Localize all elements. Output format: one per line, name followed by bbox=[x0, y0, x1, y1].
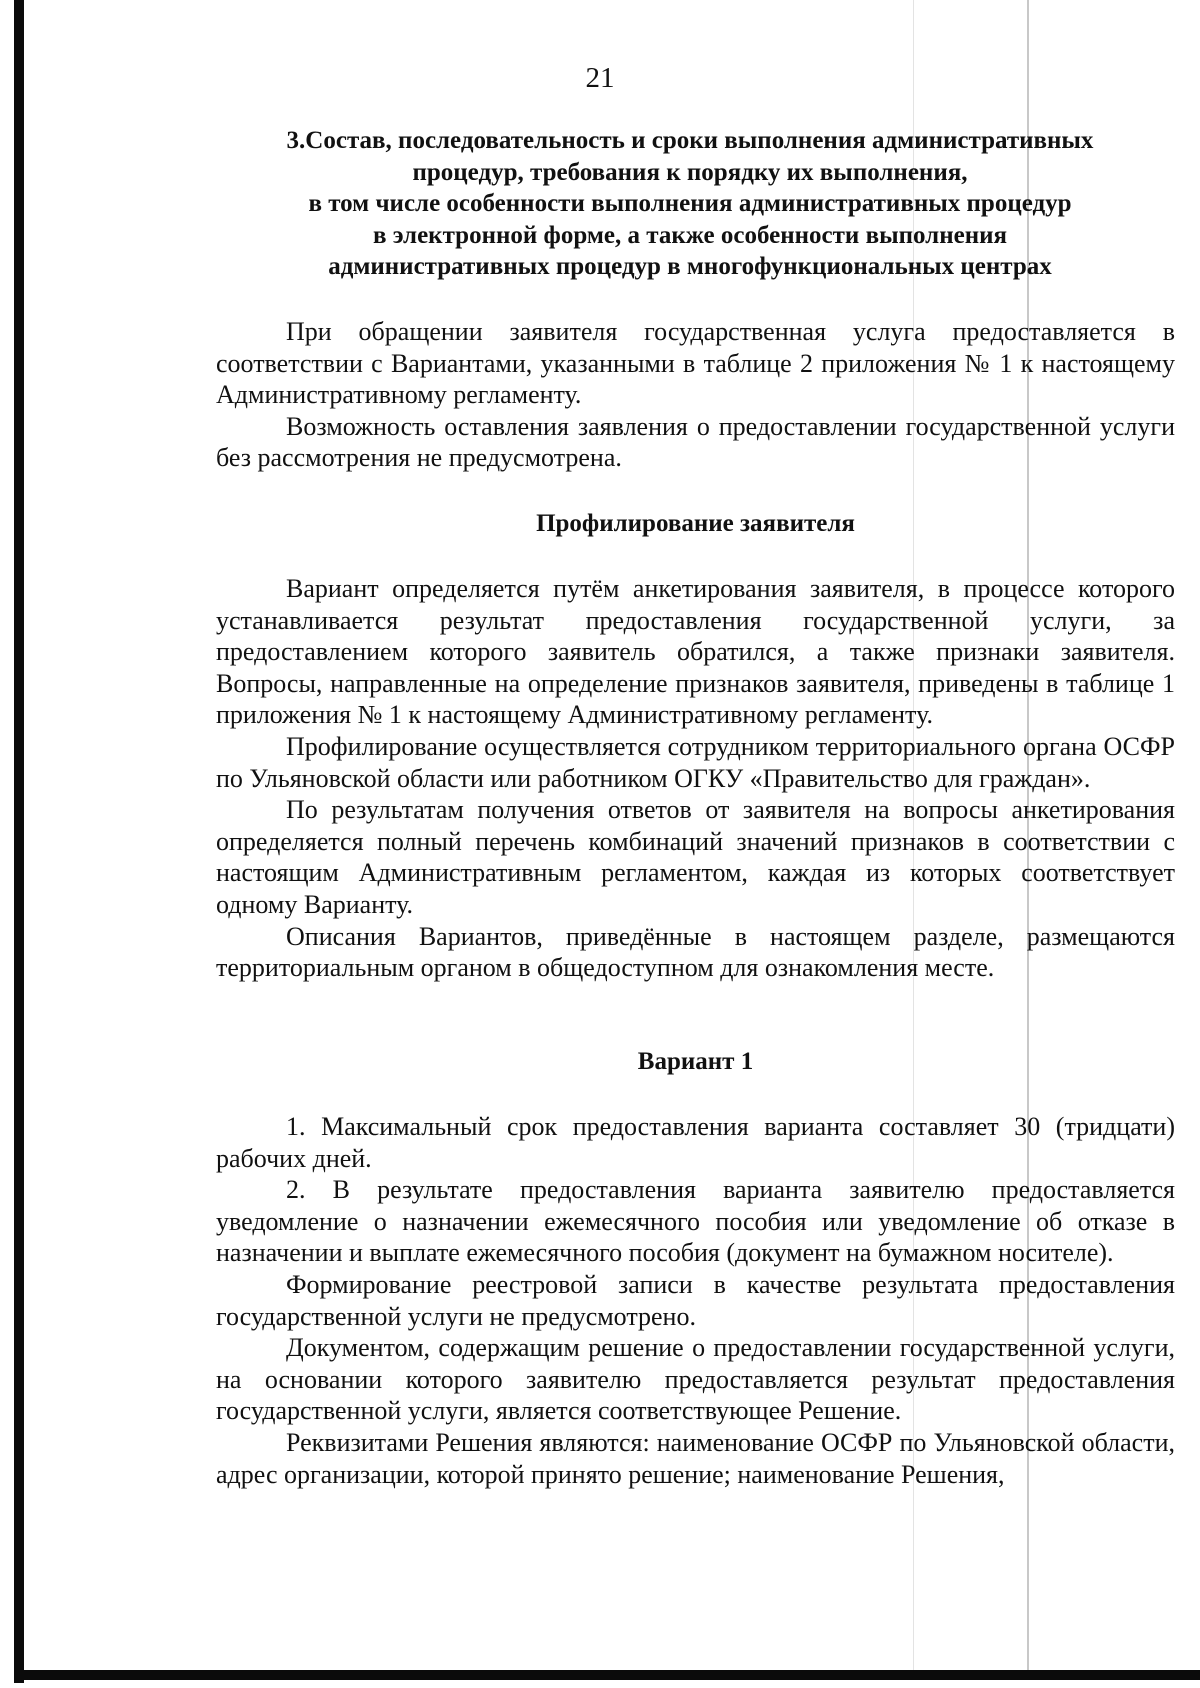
section-heading bbox=[190, 125, 1190, 283]
variant1-paragraph: Документом, содержащим решение о предоставлении государственной услуги, на основании которого заявителю предоставляется результат предоставления государственной услуги, является соответствующее Решение. bbox=[216, 1333, 1175, 1426]
variant1-paragraph: Реквизитами Решения являются: наименование ОСФР по Ульяновской области, адрес организации, которой принято решение; наименование Решения, bbox=[216, 1427, 1175, 1489]
variant1-paragraph: 1. Максимальный срок предоставления варианта составляет 30 (тридцати) рабочих дней. bbox=[216, 1112, 1175, 1173]
scan-border-bottom bbox=[14, 1670, 1200, 1680]
profiling-block bbox=[216, 573, 1175, 984]
section-heading-line: 3.Состав, последовательность и сроки выполнения административных bbox=[286, 127, 1094, 154]
profiling-paragraph: Описания Вариантов, приведённые в настоящем разделе, размещаются территориальным органом в общедоступном для ознакомления месте. bbox=[216, 921, 1175, 983]
intro-paragraph: При обращении заявителя государственная услуга предоставляется в соответствии с Вариантами, указанными в таблице 2 приложения № 1 к настоящему Административному регламенту. bbox=[216, 317, 1175, 410]
intro-block bbox=[216, 316, 1175, 474]
intro-paragraph: Возможность оставления заявления о предоставлении государственной услуги без рассмотрения не предусмотрена. bbox=[216, 411, 1175, 473]
section-heading-line: в электронной форме, а также особенности выполнения bbox=[372, 221, 1008, 249]
section-heading-line: в том числе особенности выполнения административных процедур bbox=[308, 190, 1072, 217]
page-number: 21 bbox=[585, 62, 615, 94]
variant1-paragraph: 2. В результате предоставления варианта заявителю предоставляется уведомление о назначении ежемесячного пособия или уведомление об отказе в назначении и выплате ежемесячного пособия (документ на бумажном носителе). bbox=[216, 1175, 1175, 1268]
profiling-paragraph: По результатам получения ответов от заявителя на вопросы анкетирования определяется полный перечень комбинаций значений признаков в соответствии с настоящим Административным регламентом, каждая из которых соответствует одному Варианту. bbox=[216, 795, 1175, 919]
scan-border-left bbox=[14, 0, 24, 1683]
profiling-paragraph: Вариант определяется путём анкетирования заявителя, в процессе которого устанавливается результат предоставления государственной услуги, за предоставлением которого заявитель обратился, а также признаки заявителя. Вопросы, направленные на определение признаков заявителя, приведены в таблице 1 приложения № 1 к настоящему Административному регламенту. bbox=[216, 574, 1175, 730]
variant1-heading: Вариант 1 bbox=[637, 1048, 754, 1075]
section-heading-line: процедур, требования к порядку их выполнения, bbox=[412, 158, 968, 186]
profiling-heading: Профилирование заявителя bbox=[536, 510, 855, 537]
variant1-block bbox=[216, 1111, 1175, 1490]
profiling-paragraph: Профилирование осуществляется сотрудником территориального органа ОСФР по Ульяновской области или работником ОГКУ «Правительство для граждан». bbox=[216, 731, 1175, 793]
variant1-paragraph: Формирование реестровой записи в качестве результата предоставления государственной услуги не предусмотрено. bbox=[216, 1269, 1175, 1331]
section-heading-line: административных процедур в многофункциональных центрах bbox=[328, 253, 1052, 280]
